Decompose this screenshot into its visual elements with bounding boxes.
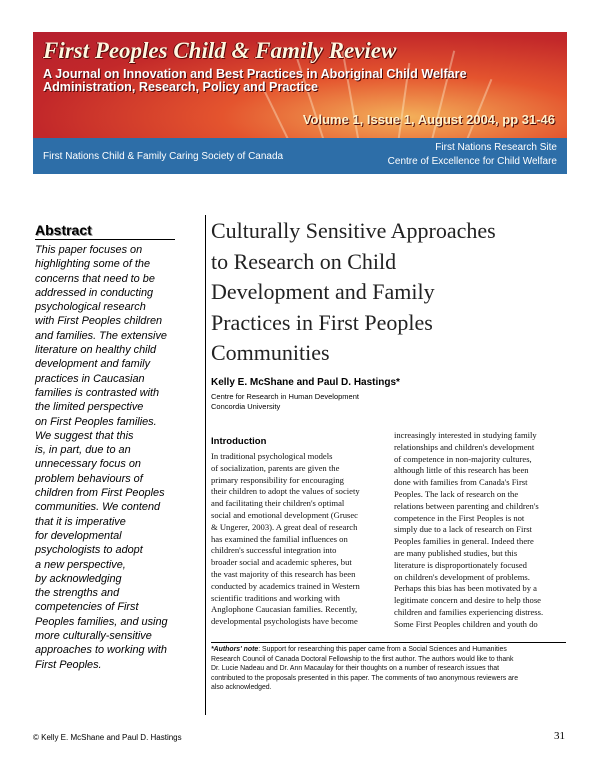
body-line: conducted by academics trained in Western (211, 580, 360, 591)
title-line: Culturally Sensitive Approaches (211, 218, 496, 243)
abstract-line: communities. We contend (35, 501, 161, 514)
abstract-line: is, in part, due to an (35, 444, 131, 457)
abstract-line: a new perspective, (35, 558, 126, 571)
abstract-line: that it is imperative (35, 515, 126, 528)
publisher-bar (33, 138, 567, 174)
body-column-1 (211, 451, 361, 628)
article-title (211, 216, 496, 369)
title-line: Development and Family (211, 279, 435, 304)
title-line: Practices in First Peoples (211, 309, 433, 335)
authors-note: *Authors' note: Support for researching this paper came from a Social Sciences and Humanities Research Council of Canada Doctoral Fellowship to the first author. The authors would like to thank Dr. Lucie Nadeau and Dr. Ann Macaulay for their thoughts on a number of research issues that contributed to the proposals presented in this paper. The comments of two anonymous reviewers are also acknowledged. (211, 645, 567, 693)
introduction-heading: Introduction (211, 436, 267, 447)
footnote-line: contributed to the proposals presented in this paper. The comments of two anonymous reviewers are (211, 674, 519, 682)
body-line: scientific traditions and working with (211, 592, 340, 603)
authors: Kelly E. McShane and Paul D. Hastings* (211, 377, 400, 388)
abstract-line: the strengths and (35, 587, 120, 600)
body-line: primary responsibility for encouraging (211, 474, 344, 485)
abstract-line: problem behaviours of (35, 472, 143, 485)
abstract-line: practices in Caucasian (35, 372, 145, 385)
volume-issue: Volume 1, Issue 1, August 2004, pp 31-46 (302, 112, 555, 127)
body-line: In traditional psychological models (211, 451, 333, 461)
abstract-line: and families. The extensive (35, 329, 167, 342)
abstract-line: with First Peoples children (35, 315, 163, 328)
body-column-2 (394, 430, 564, 631)
body-line: and facilitating their children's optimal (211, 498, 345, 509)
body-line: the vast majority of this research has been (211, 568, 356, 579)
abstract-line: on First Peoples families. (35, 415, 157, 428)
body-line: legitimate concern and desire to help those (394, 595, 541, 606)
abstract-line: competencies of First (35, 601, 139, 614)
body-line: competence in the First Peoples is not (394, 512, 525, 523)
abstract-line: children from First Peoples (35, 487, 165, 500)
abstract-line: This paper focuses on (35, 244, 143, 256)
footnote-rule (211, 642, 566, 643)
abstract-line: development and family (35, 358, 151, 371)
journal-title: First Peoples Child & Family Review (43, 38, 397, 63)
abstract-rule (35, 239, 175, 240)
page-number: 31 (554, 730, 565, 742)
abstract-text (35, 243, 187, 672)
body-line: children's successful integration into (211, 545, 337, 556)
title-line: to Research on Child (211, 248, 397, 274)
body-line: Some First Peoples children and youth do (394, 618, 538, 629)
body-line: literature is disproportionately focused (394, 559, 527, 570)
abstract-line: unnecessary focus on (35, 458, 141, 471)
body-line: their children to adopt the values of society (211, 486, 360, 497)
body-line: Perhaps this bias has been motivated by a (394, 583, 537, 594)
affiliation: Centre for Research in Human Development Concordia University (211, 392, 359, 411)
abstract-line: First Peoples. (35, 658, 102, 671)
body-line: Peoples families in general. Indeed there (394, 536, 534, 547)
copyright: © Kelly E. McShane and Paul D. Hastings (33, 733, 182, 742)
body-line: increasingly interested in studying family (394, 430, 537, 440)
body-line: has examined the familial influences on (211, 533, 348, 544)
abstract-line: highlighting some of the (35, 258, 151, 271)
body-line: Peoples. The lack of research on the (394, 488, 519, 499)
abstract-heading: Abstract (35, 222, 92, 238)
abstract-line: Peoples families, and using (35, 615, 168, 628)
abstract-line: by acknowledging (35, 572, 122, 585)
body-line: relationships and children's development (394, 441, 535, 452)
body-line: are many published studies, but this (394, 547, 518, 558)
abstract-line: addressed in conducting (35, 286, 154, 299)
abstract-line: approaches to working with (35, 644, 167, 657)
body-line: Anglophone Caucasian families. Recently, (211, 604, 358, 615)
abstract-line: psychologists to adopt (35, 544, 143, 557)
body-line: broader social and academic spheres, but (211, 557, 352, 568)
abstract-line: psychological research (35, 301, 146, 314)
abstract-line: the limited perspective (35, 401, 144, 414)
abstract-line: families is contrasted with (35, 386, 160, 399)
journal-subtitle: A Journal on Innovation and Best Practices in Aboriginal Child Welfare Administration, Research, Policy and Practice (43, 67, 467, 94)
abstract-line: literature on healthy child (35, 344, 157, 357)
footnote-line: Dr. Lucie Nadeau and Dr. Ann Macaulay for their thoughts on a number of research issues that (211, 665, 500, 672)
body-line: developmental psychologists have become (211, 616, 358, 627)
body-line: done with families from Canada's First (394, 477, 528, 488)
abstract-line: more culturally-sensitive (35, 630, 152, 643)
abstract-line: for developmental (35, 529, 122, 542)
column-divider (205, 215, 206, 715)
body-line: of competence in non-majority cultures, (394, 453, 532, 464)
body-line: children and families experiencing distress. (394, 606, 544, 617)
footnote-line: Research Council of Canada Doctoral Fellowship to the first author. The authors would like to thank (211, 655, 514, 663)
body-line: although little of this research has been (394, 465, 529, 476)
publisher-name: First Nations Child & Family Caring Society of Canada (43, 151, 284, 162)
abstract-line: We suggest that this (35, 429, 134, 442)
abstract-line: concerns that need to be (35, 272, 155, 285)
partner-names: First Nations Research Site Centre of Excellence for Child Welfare (387, 142, 557, 167)
body-line: social and emotional development (Grusec (211, 509, 359, 520)
body-line: of socialization, parents are given the (211, 462, 340, 473)
title-line: Communities (211, 340, 330, 365)
body-line: & Ungerer, 2003). A great deal of research (211, 521, 358, 532)
body-line: on children's development of problems. (394, 571, 530, 582)
body-line: relations between parenting and children's (394, 500, 539, 511)
body-line: simply due to a lack of research on First (394, 524, 532, 535)
footnote-line: also acknowledged. (211, 684, 272, 691)
